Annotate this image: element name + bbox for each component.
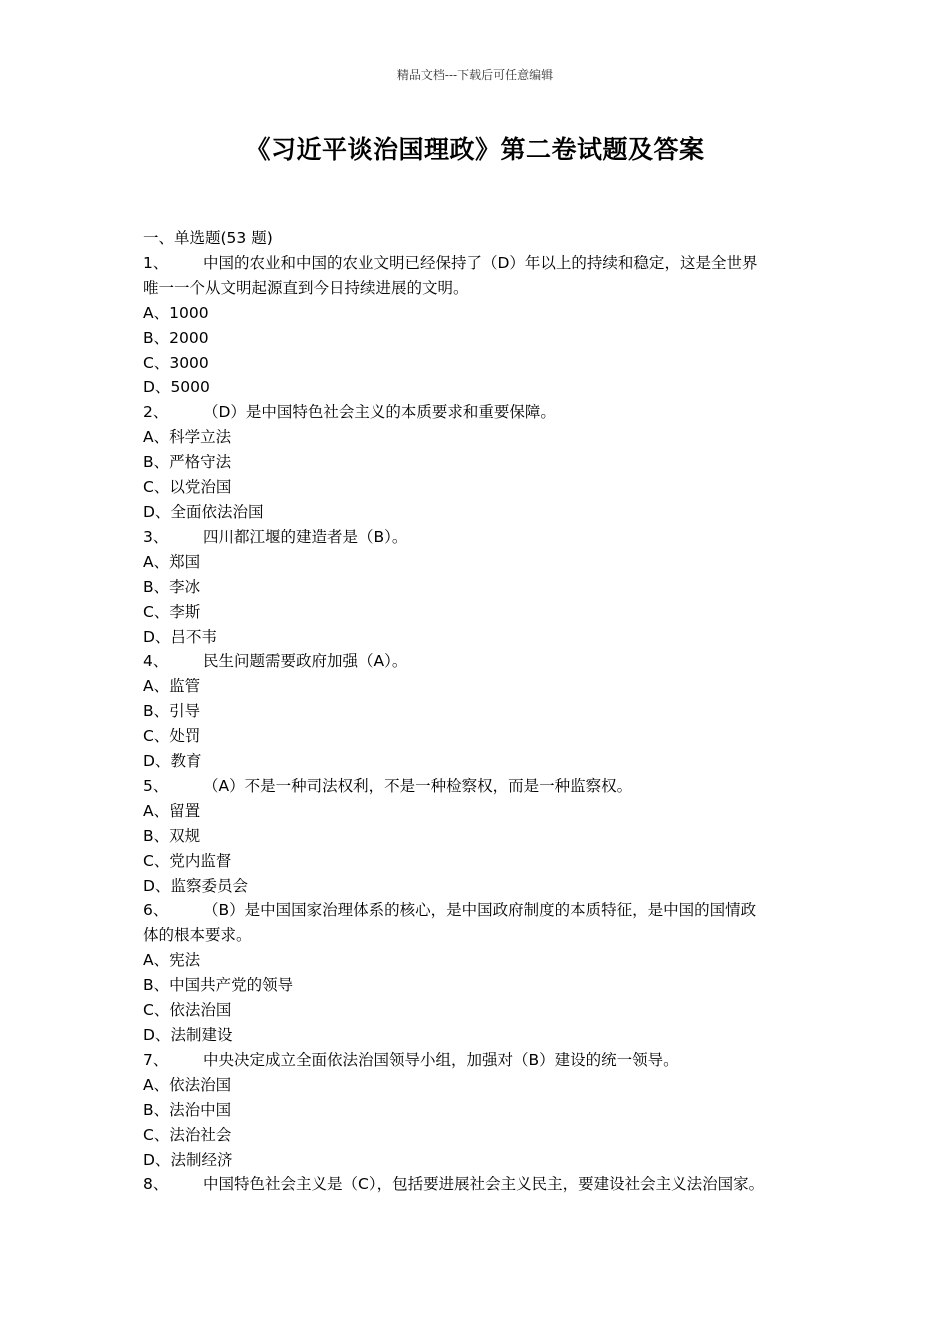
- option-label: D、: [143, 1150, 171, 1169]
- question-text: 四川都江堰的建造者是（B）。: [203, 527, 408, 546]
- question-stem-line: [143, 774, 823, 799]
- option-label: C、: [143, 353, 170, 372]
- option-label: A、: [143, 1075, 170, 1094]
- question-number: 6、: [143, 901, 169, 920]
- question-text: （B）是中国国家治理体系的核心，是中国政府制度的本质特征，是中国的国情政: [203, 901, 757, 920]
- option-text: 监察委员会: [170, 876, 248, 895]
- option-text: 法治中国: [169, 1100, 232, 1119]
- option-label: D、: [143, 378, 171, 397]
- option-text: 2000: [169, 328, 209, 347]
- option-text: 教育: [170, 752, 202, 771]
- answer-option: [143, 600, 823, 625]
- option-text: 吕不韦: [170, 627, 217, 646]
- question-stem-line: [143, 251, 823, 276]
- answer-option: [143, 575, 823, 600]
- question-text: （D）是中国特色社会主义的本质要求和重要保障。: [203, 403, 556, 422]
- option-label: D、: [143, 627, 171, 646]
- answer-option: [143, 375, 823, 400]
- answer-option: [143, 1098, 823, 1123]
- question-number: 3、: [143, 527, 169, 546]
- question-stem-line: [143, 400, 823, 425]
- answer-option: [143, 699, 823, 724]
- option-label: B、: [143, 976, 170, 995]
- option-label: A、: [143, 552, 170, 571]
- option-label: C、: [143, 1001, 170, 1020]
- answer-option: [143, 625, 823, 650]
- option-text: 监管: [169, 677, 201, 696]
- option-label: C、: [143, 851, 170, 870]
- answer-option: [143, 450, 823, 475]
- page-header: 精品文档---下载后可任意编辑: [396, 68, 554, 82]
- question-text: （A）不是一种司法权利，不是一种检察权，而是一种监察权。: [203, 776, 633, 795]
- question-stem-line: [143, 1172, 823, 1197]
- option-text: 严格守法: [169, 453, 232, 472]
- section-heading: 一、单选题(53 题): [143, 229, 273, 247]
- option-label: D、: [143, 876, 171, 895]
- option-text: 5000: [170, 378, 210, 397]
- question-number: 4、: [143, 652, 169, 671]
- option-label: A、: [143, 677, 170, 696]
- answer-option: [143, 550, 823, 575]
- option-text: 李冰: [169, 577, 201, 596]
- option-label: B、: [143, 826, 170, 845]
- question-list: [143, 226, 823, 1197]
- answer-option: [143, 1073, 823, 1098]
- option-text: 法治社会: [169, 1125, 232, 1144]
- answer-option: [143, 500, 823, 525]
- question-stem-line: [143, 1048, 823, 1073]
- answer-option: [143, 326, 823, 351]
- option-text: 李斯: [169, 602, 201, 621]
- question-text: 唯一一个从文明起源直到今日持续进展的文明。: [143, 278, 469, 297]
- option-text: 以党治国: [169, 478, 232, 497]
- question-stem-line: [143, 898, 823, 923]
- option-label: B、: [143, 1100, 170, 1119]
- option-label: D、: [143, 502, 171, 521]
- question-text: 民生问题需要政府加强（A）。: [203, 652, 408, 671]
- option-label: A、: [143, 801, 170, 820]
- question-number: 2、: [143, 403, 169, 422]
- option-text: 法制经济: [170, 1150, 233, 1169]
- option-text: 引导: [169, 702, 201, 721]
- option-text: 法制建设: [170, 1026, 233, 1044]
- option-label: B、: [143, 577, 170, 596]
- question-text: 体的根本要求。: [143, 926, 252, 945]
- question-number: 7、: [143, 1050, 169, 1069]
- question-stem-line: [143, 923, 823, 948]
- option-label: D、: [143, 1026, 171, 1044]
- document-title: 《习近平谈治国理政》第二卷试题及答案: [245, 135, 705, 164]
- option-text: 留置: [169, 801, 201, 820]
- question-number: 1、: [143, 253, 169, 272]
- answer-option: [143, 799, 823, 824]
- answer-option: [143, 973, 823, 998]
- option-label: C、: [143, 478, 170, 497]
- answer-option: [143, 351, 823, 376]
- option-text: 党内监督: [169, 851, 232, 870]
- option-text: 1000: [169, 303, 209, 322]
- option-text: 科学立法: [169, 428, 232, 447]
- option-text: 依法治国: [169, 1075, 232, 1094]
- option-label: A、: [143, 951, 170, 970]
- answer-option: [143, 849, 823, 874]
- option-text: 处罚: [169, 727, 201, 746]
- option-label: C、: [143, 727, 170, 746]
- question-stem-line: [143, 276, 823, 301]
- answer-option: [143, 301, 823, 326]
- option-text: 全面依法治国: [170, 502, 264, 521]
- question-number: 8、: [143, 1175, 169, 1194]
- option-label: A、: [143, 428, 170, 447]
- option-text: 宪法: [169, 951, 201, 970]
- answer-option: [143, 874, 823, 899]
- answer-option: [143, 998, 823, 1023]
- question-stem-line: [143, 649, 823, 674]
- answer-option: [143, 948, 823, 973]
- option-text: 依法治国: [169, 1001, 232, 1020]
- answer-option: [143, 1148, 823, 1173]
- answer-option: [143, 1123, 823, 1148]
- option-label: B、: [143, 328, 170, 347]
- question-text: 中国特色社会主义是（C），包括要进展社会主义民主，要建设社会主义法治国家。: [203, 1175, 765, 1194]
- option-label: B、: [143, 453, 170, 472]
- question-text: 中央决定成立全面依法治国领导小组，加强对（B）建设的统一领导。: [203, 1050, 679, 1069]
- question-text: 中国的农业和中国的农业文明已经保持了（D）年以上的持续和稳定，这是全世界: [203, 253, 758, 272]
- answer-option: [143, 824, 823, 849]
- answer-option: [143, 724, 823, 749]
- answer-option: [143, 749, 823, 774]
- question-stem-line: [143, 525, 823, 550]
- answer-option: [143, 1023, 823, 1048]
- option-text: 3000: [169, 353, 209, 372]
- option-text: 双规: [169, 826, 201, 845]
- option-label: C、: [143, 602, 170, 621]
- answer-option: [143, 475, 823, 500]
- answer-option: [143, 425, 823, 450]
- option-text: 郑国: [169, 552, 201, 571]
- option-label: D、: [143, 752, 171, 771]
- option-text: 中国共产党的领导: [169, 976, 294, 995]
- questions-container: [143, 251, 823, 1197]
- option-label: C、: [143, 1125, 170, 1144]
- option-label: B、: [143, 702, 170, 721]
- answer-option: [143, 674, 823, 699]
- option-label: A、: [143, 303, 170, 322]
- question-number: 5、: [143, 776, 169, 795]
